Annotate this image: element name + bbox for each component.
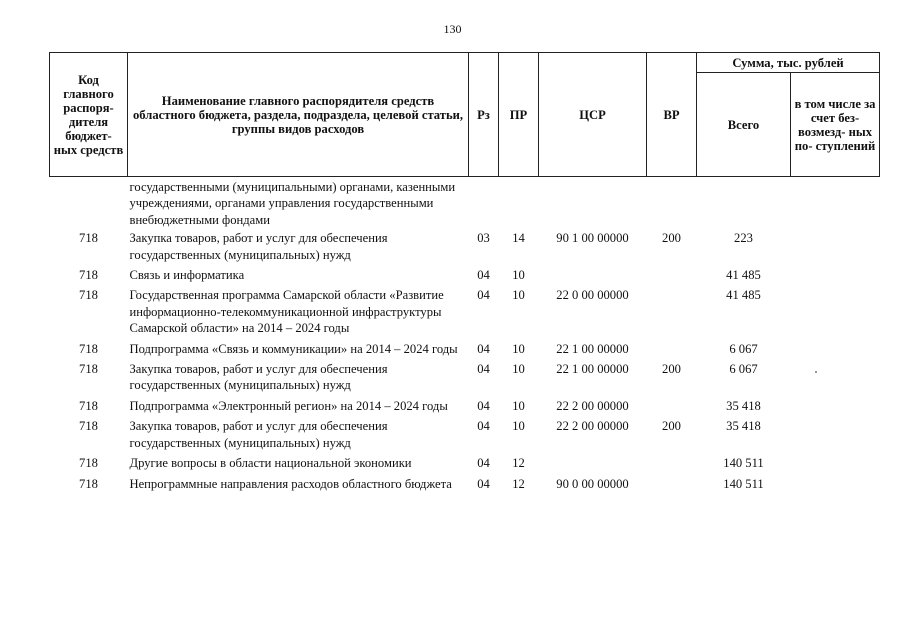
cell-free xyxy=(791,359,880,396)
cell-pr: 10 xyxy=(512,398,525,413)
header-csr: ЦСР xyxy=(539,53,647,177)
cell-vr: 200 xyxy=(662,231,681,246)
header-code: Код главного распоря- дителя бюджет- ных средств xyxy=(50,53,128,177)
table-row xyxy=(50,228,880,265)
cell-rz: 03 xyxy=(477,231,490,246)
cell-pr: 12 xyxy=(512,476,525,491)
table-body xyxy=(50,177,880,494)
header-pr: ПР xyxy=(499,53,539,177)
table-row xyxy=(50,396,880,416)
cell-code: 718 xyxy=(79,341,98,356)
cell-vr: 200 xyxy=(662,362,681,377)
table-row xyxy=(50,416,880,453)
table-row xyxy=(50,359,880,396)
cell-free xyxy=(791,228,880,265)
header-sum: Сумма, тыс. рублей xyxy=(697,53,880,73)
cell-vr xyxy=(647,285,697,338)
cell-rz: 04 xyxy=(477,456,490,471)
cell-free xyxy=(791,416,880,453)
cell-code: 718 xyxy=(79,288,98,303)
cell-pr: 10 xyxy=(512,268,525,283)
cell-free xyxy=(791,474,880,494)
continuation-row xyxy=(50,177,880,229)
cell-rz: 04 xyxy=(477,362,490,377)
cell-total: 35 418 xyxy=(726,398,761,413)
cell-name: Непрограммные направления расходов областного бюджета xyxy=(129,476,452,491)
table-row xyxy=(50,339,880,359)
cell-name: Государственная программа Самарской области «Развитие информационно-телекоммуникационной инфраструктуры Самарской области» на 2014 – 2024 годы xyxy=(129,288,444,336)
scan-speck xyxy=(815,371,817,373)
cell-free xyxy=(791,396,880,416)
cell-vr xyxy=(647,265,697,285)
cell-vr xyxy=(647,339,697,359)
cell-rz: 04 xyxy=(477,341,490,356)
cell-csr: 22 1 00 00000 xyxy=(556,341,629,356)
cell-total: 140 511 xyxy=(723,456,764,471)
cell-csr xyxy=(539,265,647,285)
cell-pr: 14 xyxy=(512,231,525,246)
cell-pr: 10 xyxy=(512,341,525,356)
cell-name: Подпрограмма «Электронный регион» на 2014 – 2024 годы xyxy=(129,398,448,413)
cell-free xyxy=(791,453,880,473)
cell-rz: 04 xyxy=(477,268,490,283)
header-rz: Рз xyxy=(469,53,499,177)
cell-code: 718 xyxy=(79,268,98,283)
header-vr: ВР xyxy=(647,53,697,177)
header-free: в том числе за счет без- возмезд- ных по- ступлений xyxy=(791,73,880,177)
cell-csr: 22 2 00 00000 xyxy=(556,398,629,413)
cell-code: 718 xyxy=(79,456,98,471)
cell-total: 41 485 xyxy=(726,288,761,303)
cell-name: Другие вопросы в области национальной экономики xyxy=(129,456,412,471)
cell-vr xyxy=(647,453,697,473)
page-number: 130 xyxy=(443,22,462,36)
cell-name: Подпрограмма «Связь и коммуникации» на 2014 – 2024 годы xyxy=(129,341,458,356)
cell-total: 41 485 xyxy=(726,268,761,283)
header-name: Наименование главного распорядителя средств областного бюджета, раздела, подраздела, целевой статьи, группы видов расходов xyxy=(128,53,469,177)
cell-csr: 22 1 00 00000 xyxy=(556,362,629,377)
cell-code: 718 xyxy=(79,398,98,413)
cell-total: 6 067 xyxy=(729,362,758,377)
cell-code: 718 xyxy=(79,419,98,434)
cell-free xyxy=(791,339,880,359)
cell-total: 223 xyxy=(734,231,753,246)
cell-rz: 04 xyxy=(477,288,490,303)
cell-name: Закупка товаров, работ и услуг для обеспечения государственных (муниципальных) нужд xyxy=(129,231,388,262)
cell-total: 35 418 xyxy=(726,419,761,434)
table-row xyxy=(50,474,880,494)
continuation-text: государственными (муниципальными) органами, казенными учреждениями, органами управления государственными внебюджетными фондами xyxy=(129,180,456,227)
header-total: Всего xyxy=(697,73,791,177)
cell-csr xyxy=(539,453,647,473)
cell-pr: 10 xyxy=(512,419,525,434)
table-row xyxy=(50,453,880,473)
cell-free xyxy=(791,285,880,338)
budget-table xyxy=(49,52,880,494)
table-row xyxy=(50,285,880,338)
table-row xyxy=(50,265,880,285)
cell-total: 140 511 xyxy=(723,476,764,491)
cell-free xyxy=(791,265,880,285)
cell-vr: 200 xyxy=(662,419,681,434)
cell-pr: 12 xyxy=(512,456,525,471)
cell-vr xyxy=(647,474,697,494)
cell-name: Закупка товаров, работ и услуг для обеспечения государственных (муниципальных) нужд xyxy=(129,419,388,450)
cell-rz: 04 xyxy=(477,398,490,413)
cell-name: Закупка товаров, работ и услуг для обеспечения государственных (муниципальных) нужд xyxy=(129,362,388,393)
table-header xyxy=(50,53,880,177)
cell-csr: 22 2 00 00000 xyxy=(556,419,629,434)
cell-pr: 10 xyxy=(512,288,525,303)
cell-pr: 10 xyxy=(512,362,525,377)
cell-code: 718 xyxy=(79,362,98,377)
cell-code: 718 xyxy=(79,476,98,491)
cell-csr: 90 1 00 00000 xyxy=(556,231,629,246)
cell-total: 6 067 xyxy=(729,341,758,356)
cell-csr: 90 0 00 00000 xyxy=(556,476,629,491)
cell-vr xyxy=(647,396,697,416)
cell-name: Связь и информатика xyxy=(129,268,245,283)
cell-rz: 04 xyxy=(477,419,490,434)
cell-rz: 04 xyxy=(477,476,490,491)
cell-csr: 22 0 00 00000 xyxy=(556,288,629,303)
cell-code: 718 xyxy=(79,231,98,246)
